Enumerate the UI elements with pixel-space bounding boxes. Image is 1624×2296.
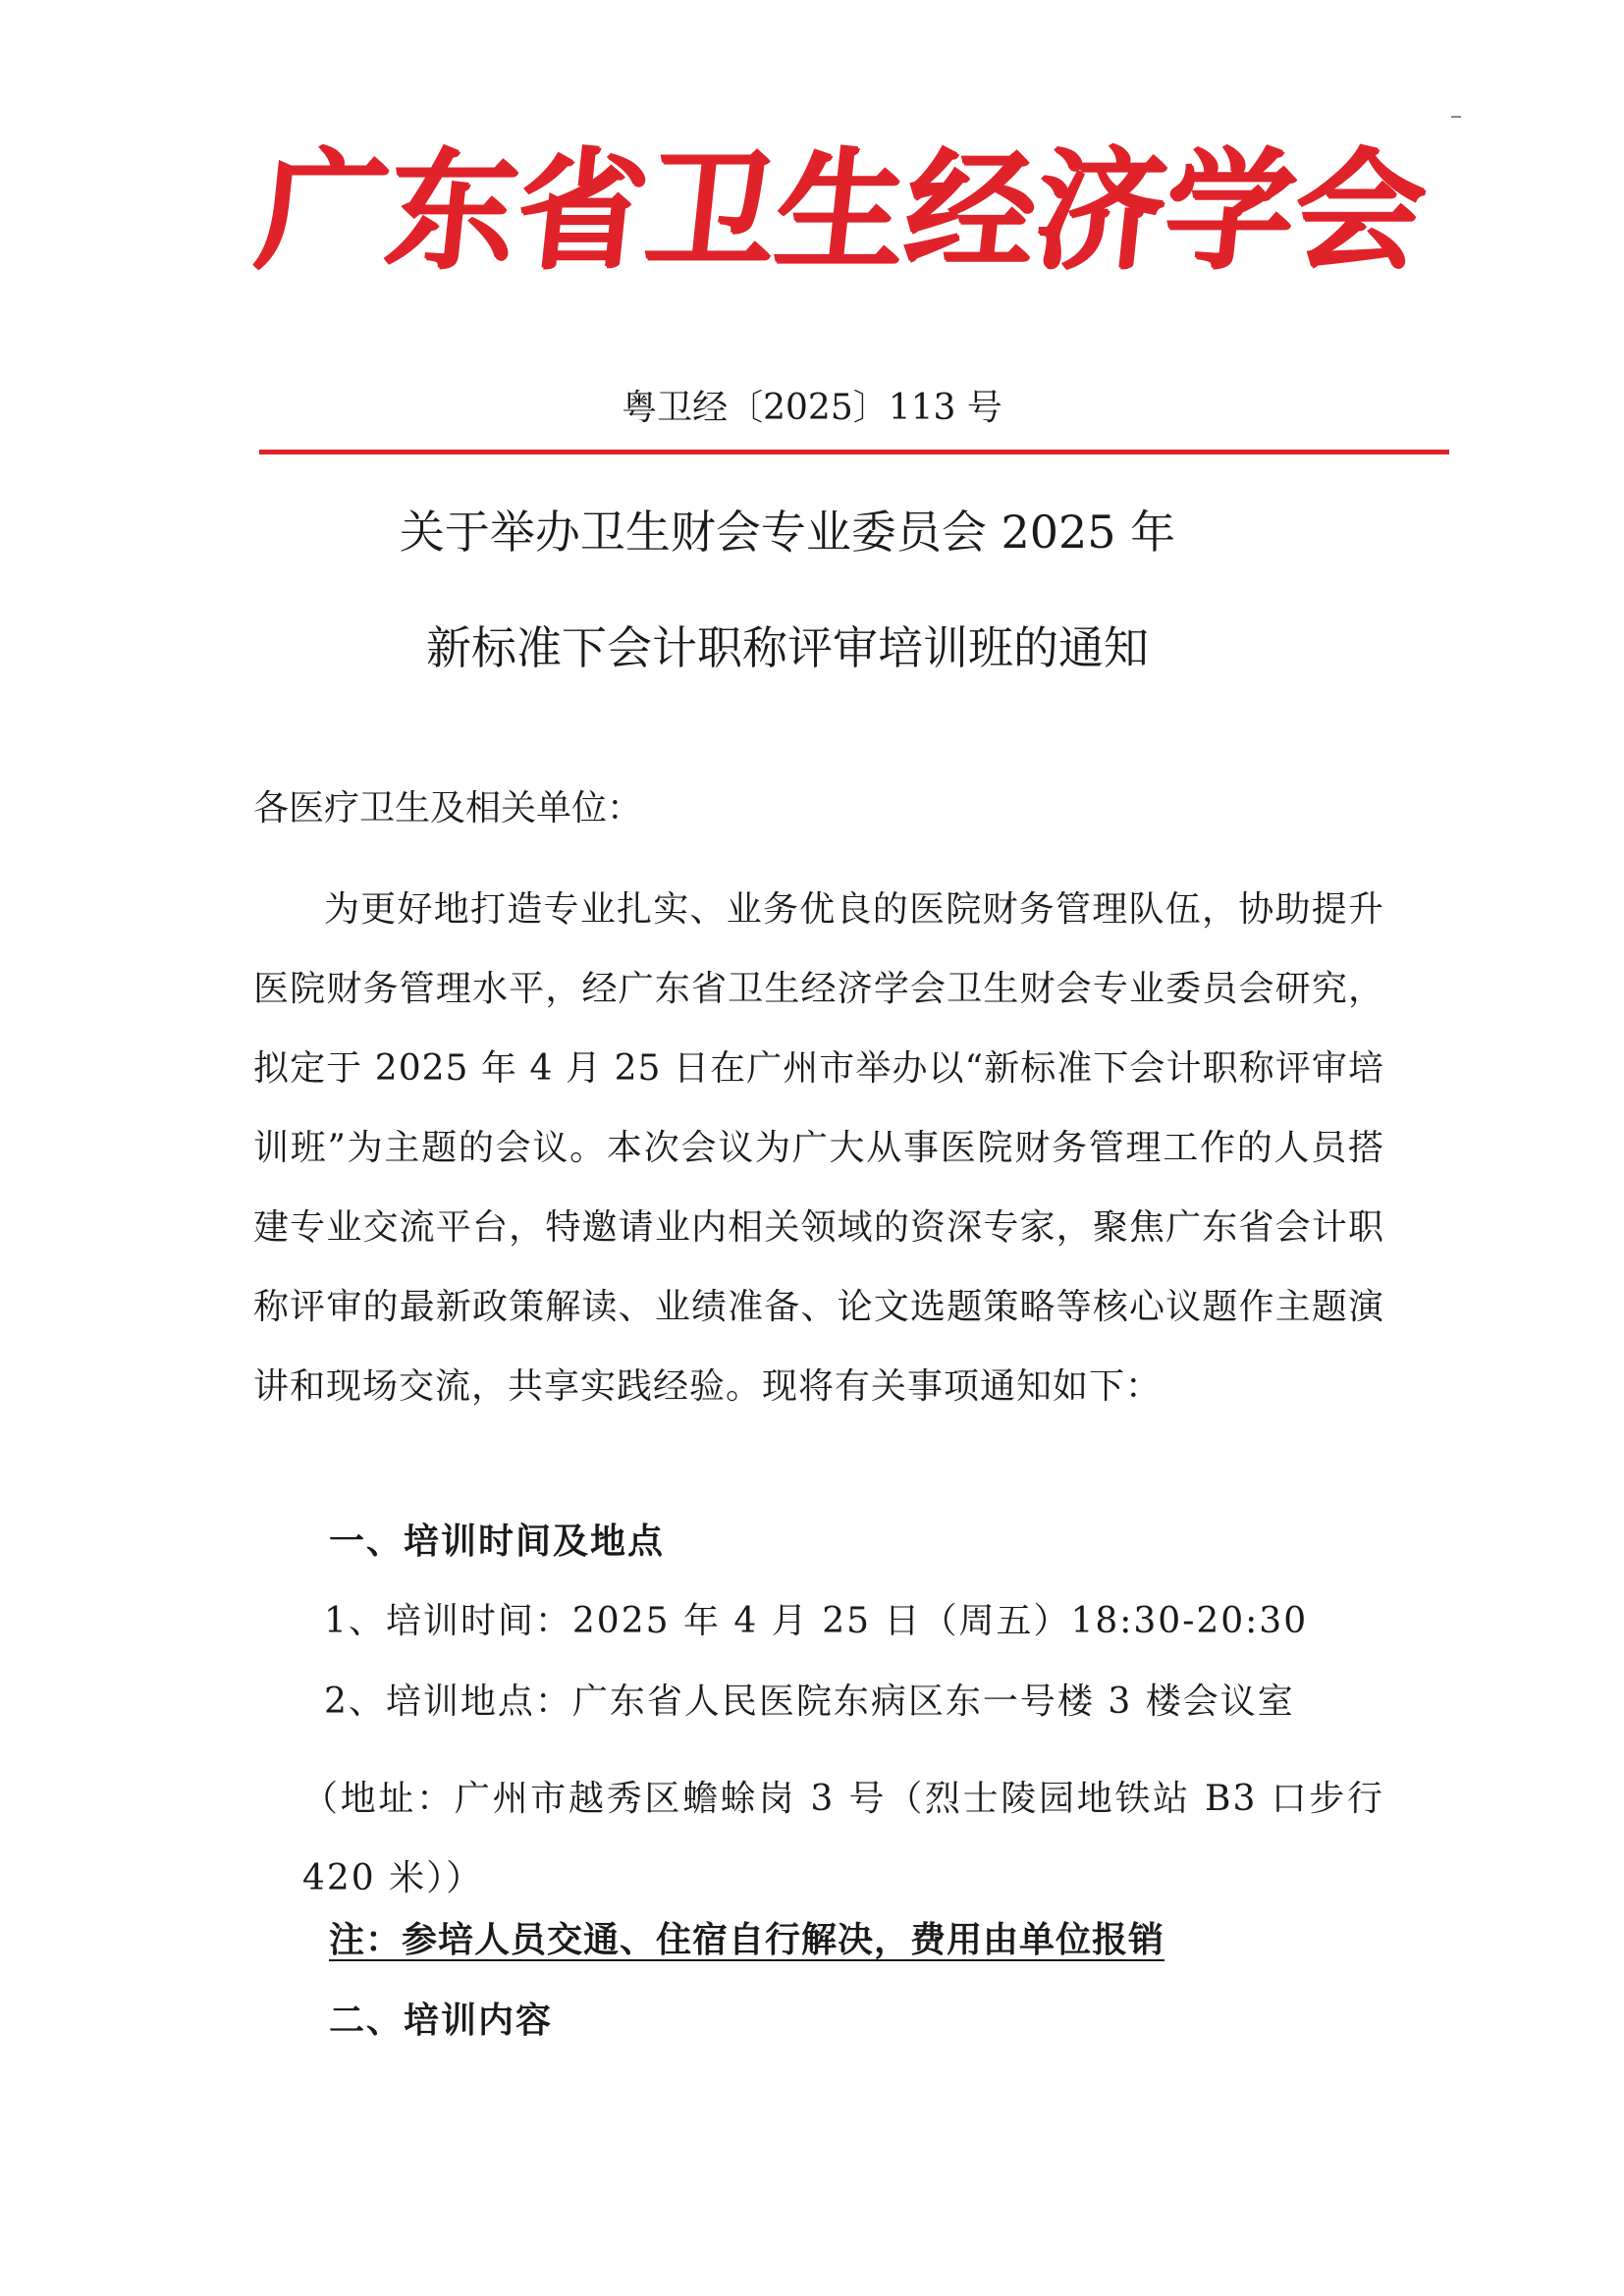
masthead-char: 东	[378, 134, 525, 287]
document-title-line-1: 关于举办卫生财会专业委员会 2025 年	[399, 506, 1176, 559]
masthead-char: 经	[896, 134, 1044, 287]
document-title-line-2: 新标准下会计职称评审培训班的通知	[426, 621, 1149, 674]
masthead-char: 省	[508, 134, 655, 287]
document-number: 粤卫经〔2025〕113 号	[622, 388, 1002, 428]
masthead-char: 卫	[637, 134, 785, 287]
masthead-logo	[248, 134, 1433, 287]
masthead-char: 生	[767, 134, 914, 287]
masthead-char: 济	[1026, 134, 1173, 287]
training-address: （地址：广州市越秀区蟾蜍岗 3 号（烈士陵园地铁站 B3 口步行 420 米））	[302, 1779, 1384, 1898]
masthead-char: 广	[248, 134, 396, 287]
red-divider	[259, 450, 1449, 454]
salutation: 各医疗卫生及相关单位：	[253, 788, 643, 828]
intro-paragraph: 为更好地打造专业扎实、业务优良的医院财务管理队伍，协助提升医院财务管理水平，经广东省卫生经济学会卫生财会专业委员会研究，拟定于 2025 年 4 月 25 日在广州市举办以“新标准下会计职称评审培训班”为主题的会议。本次会议为广大从事医院财务管理工作的人员搭建专业交流平台，特邀请业内相关领域的资深专家，聚焦广东省会计职称评审的最新政策解读、业绩准备、论文选题策略等核心议题作主题演讲和现场交流，共享实践经验。现将有关事项通知如下：	[253, 889, 1384, 1407]
expense-note: 注：参培人员交通、住宿自行解决，费用由单位报销	[329, 1919, 1165, 1960]
masthead-char: 会	[1285, 134, 1433, 287]
section-heading-content: 二、培训内容	[329, 2000, 554, 2041]
section-heading-time-location: 一、培训时间及地点	[329, 1521, 666, 1562]
training-location: 2、培训地点：广东省人民医院东病区东一号楼 3 楼会议室	[324, 1682, 1295, 1722]
training-time: 1、培训时间：2025 年 4 月 25 日（周五）18:30-20:30	[324, 1601, 1309, 1641]
scan-mark	[1451, 116, 1461, 118]
masthead-char: 学	[1156, 134, 1303, 287]
